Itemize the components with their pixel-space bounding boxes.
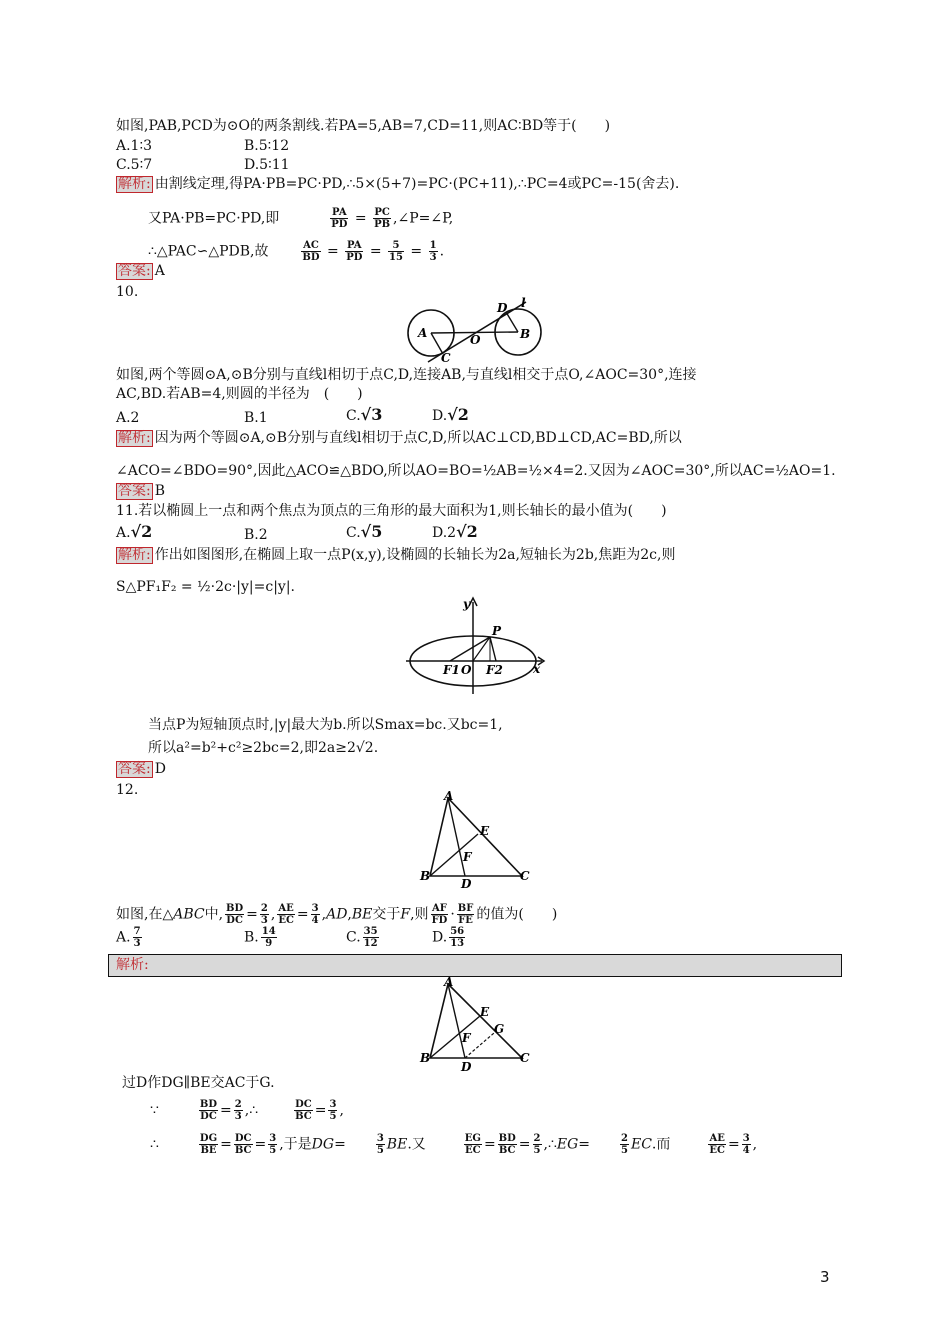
q12-label-e: E [480, 824, 490, 838]
q12-analysis-bar [108, 954, 842, 977]
q12-analysis-line-2: ∵ $\frac{BD}{DC}$ = $\frac{2}{3}$ ,∴ $\frac{DC}{BC}$ = $\frac{3}{5}$ , [150, 1099, 344, 1122]
fraction: $\frac{3}{4}$ [311, 903, 319, 926]
q11-option-d-label: D.2 [432, 525, 457, 541]
fraction: $\frac{3}{5}$ [269, 1133, 277, 1156]
q10-answer [116, 482, 165, 500]
fraction: $\frac{AE}{EC}$ [709, 1133, 725, 1156]
q10-label-c: C [441, 351, 451, 365]
q9-analysis-2-post: ,∠P=∠P, [393, 210, 454, 227]
q12-label-b: B [420, 869, 431, 883]
q11-option-d [432, 523, 478, 542]
q11-analysis-line-2: S△PF₁F₂ = ½·2c·|y|=c|y|. [116, 579, 295, 595]
fraction: $\frac{DC}{BC}$ [234, 1133, 252, 1156]
fraction: $\frac{DC}{BC}$ [295, 1099, 312, 1122]
q12-sol-label-c: C [520, 1051, 530, 1065]
q12-sol-label-f: F [462, 1031, 471, 1045]
q12-option-a: A. $\frac{7}{3}$ [116, 926, 141, 949]
q9-analysis-line-1 [116, 175, 679, 193]
fraction: $\frac{EG}{EC}$ [464, 1133, 481, 1156]
q10-analysis-line-1 [116, 429, 682, 447]
q12-number: 12. [116, 782, 139, 798]
q10-option-d-label: D. [432, 408, 448, 424]
q10-label-o: O [470, 333, 481, 347]
q11-analysis-line-3: 当点P为短轴顶点时,|y|最大为b.所以Smax=bc.又bc=1, [148, 717, 503, 733]
q10-number: 10. [116, 284, 139, 300]
q11-option-d-radical: √2 [456, 522, 478, 541]
q10-stem-line-2: AC,BD.若AB=4,则圆的半径为 ( ) [116, 386, 363, 402]
q12-analysis-line-3: ∴ $\frac{DG}{BE}$ = $\frac{DC}{BC}$ = $\frac{3}{5}$ ,于是DG= $\frac{3}{5}$ BE.又 $\frac{EG}{EC}$ = $\frac{BD}{BC}$ = $\frac{2}{5}$ ,∴EG= $\frac{2}{5}$ EC.而 $\frac{AE}{EC}$ = $\frac{3}{4}$ , [150, 1133, 758, 1156]
q12-label-c: C [520, 869, 530, 883]
q12-figure [414, 790, 544, 890]
q9-stem: 如图,PAB,PCD为⊙O的两条割线.若PA=5,AB=7,CD=11,则AC∶BD等于( ) [116, 118, 611, 134]
q10-label-d: D [497, 301, 508, 315]
q12-sol-label-a: A [444, 976, 454, 989]
fraction: $\frac{DG}{BE}$ [199, 1133, 218, 1156]
q11-analysis-text-1: 作出如图图形,在椭圆上取一点P(x,y),设椭圆的长轴长为2a,短轴长为2b,焦距为2c,则 [154, 547, 676, 563]
page-number: 3 [820, 1268, 830, 1286]
q10-answer-value: B [154, 483, 166, 499]
fraction: $\frac{2}{5}$ [533, 1133, 541, 1156]
q12-option-d: D. $\frac{56}{13}$ [432, 926, 465, 949]
q12-analysis-line-1: 过D作DG∥BE交AC于G. [122, 1075, 275, 1091]
q12-solution-figure [414, 976, 544, 1076]
q12-stem: 如图,在△ABC中, $\frac{BD}{DC}$ = $\frac{2}{3}$ , $\frac{AE}{EC}$ = $\frac{3}{4}$ ,AD,BE交于F,则 $\frac{AF}{FD}$ · $\frac{BF}{FE}$ 的值为( ) [116, 903, 558, 926]
fraction: $\frac{PC}{PB}$ [374, 207, 391, 230]
q10-label-a: A [418, 326, 428, 340]
answer-label: 答案: [118, 483, 151, 499]
q10-analysis-line-2: ∠ACO=∠BDO=90°,因此△ACO≌△BDO,所以AO=BO=½AB=½×4=2.又因为∠AOC=30°,所以AC=½AO=1. [116, 463, 836, 479]
q10-option-a: A.2 [116, 410, 140, 426]
q10-option-c [346, 406, 382, 425]
analysis-label: 解析: [116, 957, 149, 973]
fraction: $\frac{3}{4}$ [742, 1133, 750, 1156]
q12-option-b: B. $\frac{14}{9}$ [244, 926, 276, 949]
fraction: $\frac{PA}{PD}$ [331, 207, 348, 230]
q11-stem: 11.若以椭圆上一点和两个焦点为顶点的三角形的最大面积为1,则长轴长的最小值为( ) [116, 503, 667, 519]
fraction: $\frac{2}{3}$ [234, 1099, 242, 1122]
q10-label-l: l [521, 296, 526, 310]
q11-option-c-label: C. [346, 525, 361, 541]
q9-analysis-line-2: 又PA·PB=PC·PD,即 $\frac{PA}{PD}$ = $\frac{PC}{PB}$ ,∠P=∠P, [148, 207, 454, 230]
q11-answer-value: D [154, 761, 166, 777]
q10-option-c-label: C. [346, 408, 361, 424]
q11-option-c-radical: √5 [360, 522, 383, 541]
fraction: $\frac{BD}{DC}$ [199, 1099, 218, 1122]
q11-answer [116, 760, 166, 778]
q11-label-p: P [492, 624, 502, 638]
q9-analysis-2-pre: 又PA·PB=PC·PD,即 [148, 210, 280, 227]
fraction: $\frac{BD}{DC}$ [226, 903, 244, 926]
q11-option-b: B.2 [244, 527, 268, 543]
fraction: $\frac{AC}{BD}$ [302, 240, 320, 263]
fraction: $\frac{3}{5}$ [376, 1133, 384, 1156]
fraction: $\frac{7}{3}$ [133, 926, 141, 949]
fraction: $\frac{56}{13}$ [450, 926, 465, 949]
answer-label: 答案: [118, 761, 151, 777]
q11-option-a-label: A. [116, 525, 131, 541]
q11-option-a-radical: √2 [130, 522, 153, 541]
fraction: $\frac{AF}{FD}$ [431, 903, 448, 926]
q9-answer-value: A [154, 263, 165, 279]
q11-label-f1: F1 [443, 663, 460, 677]
q12-sol-label-b: B [420, 1051, 431, 1065]
q10-option-d [432, 406, 469, 425]
fraction: $\frac{14}{9}$ [261, 926, 276, 949]
fraction: $\frac{BF}{FE}$ [457, 903, 474, 926]
q9-option-d: D.5∶11 [244, 157, 290, 173]
q10-option-c-radical: √3 [360, 405, 383, 424]
q10-stem-line-1: 如图,两个等圆⊙A,⊙B分别与直线l相切于点C,D,连接AB,与直线l相交于点O,∠AOC=30°,连接 [116, 367, 697, 383]
q12-label-a: A [444, 790, 454, 803]
q9-analysis-line-3: ∴△PAC∽△PDB,故 $\frac{AC}{BD}$ = $\frac{PA}{PD}$ = $\frac{5}{15}$ = $\frac{1}{3}$ . [148, 240, 445, 263]
analysis-label: 解析: [118, 547, 151, 563]
analysis-label: 解析: [118, 430, 151, 446]
q12-sol-label-d: D [461, 1060, 472, 1074]
fraction: $\frac{3}{5}$ [329, 1099, 337, 1122]
q11-analysis-line-4: 所以a²=b²+c²≥2bc=2,即2a≥2√2. [148, 740, 379, 756]
q9-analysis-3-pre: ∴△PAC∽△PDB,故 [148, 243, 269, 260]
fraction: $\frac{2}{3}$ [260, 903, 268, 926]
q11-label-f2: F2 [486, 663, 503, 677]
q9-option-b: B.5∶12 [244, 138, 290, 154]
q9-analysis-text: 由割线定理,得PA·PB=PC·PD,∴5×(5+7)=PC·(PC+11),∴PC=4或PC=-15(舍去). [154, 176, 680, 192]
answer-label: 答案: [118, 263, 151, 279]
q12-label-f: F [463, 850, 472, 864]
q12-option-c: C. $\frac{35}{12}$ [346, 926, 378, 949]
fraction: $\frac{1}{3}$ [429, 240, 437, 263]
fraction: $\frac{BD}{BC}$ [498, 1133, 516, 1156]
fraction: $\frac{AE}{EC}$ [278, 903, 294, 926]
fraction: $\frac{5}{15}$ [389, 240, 403, 263]
q11-analysis-line-1 [116, 546, 675, 564]
q11-label-x: x [533, 662, 541, 676]
fraction: $\frac{35}{12}$ [363, 926, 378, 949]
q11-option-c [346, 523, 382, 542]
q11-label-o: O [461, 663, 472, 677]
q12-sol-label-e: E [480, 1005, 490, 1019]
q11-label-y: y [463, 597, 470, 611]
fraction: $\frac{2}{5}$ [621, 1133, 628, 1156]
q9-option-a: A.1∶3 [116, 138, 153, 154]
q12-label-d: D [461, 877, 472, 890]
q9-option-c: C.5∶7 [116, 157, 153, 173]
analysis-label: 解析: [118, 176, 151, 192]
q10-option-d-radical: √2 [447, 405, 469, 424]
q10-option-b: B.1 [244, 410, 268, 426]
q9-answer [116, 262, 165, 280]
q12-sol-label-g: G [494, 1022, 505, 1036]
fraction: $\frac{PA}{PD}$ [346, 240, 363, 263]
q10-figure [400, 296, 550, 366]
q11-option-a [116, 523, 152, 542]
q10-label-b: B [520, 327, 531, 341]
q10-analysis-text-1: 因为两个等圆⊙A,⊙B分别与直线l相切于点C,D,所以AC⊥CD,BD⊥CD,AC=BD,所以 [154, 430, 682, 446]
q11-figure [400, 594, 550, 699]
